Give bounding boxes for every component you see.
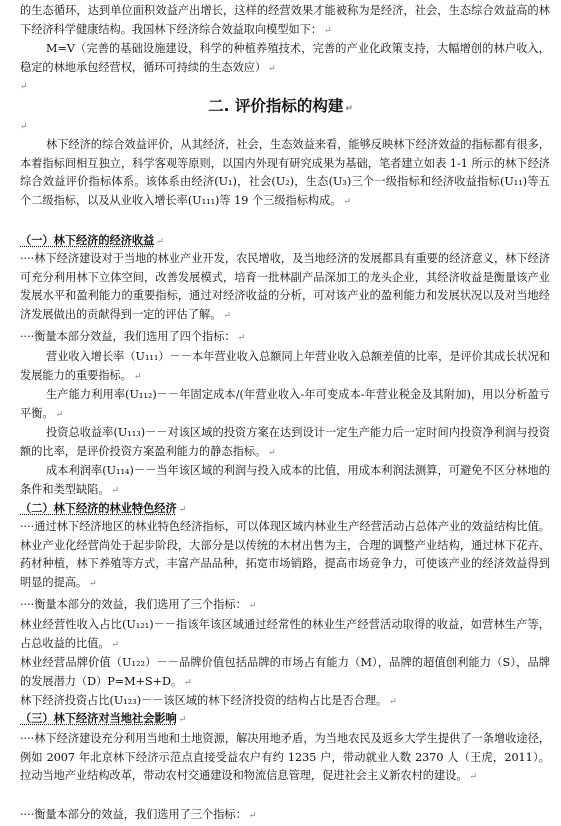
paragraph-three-indicators-social: ····衡量本部分的效益，我们选用了三个指标： ↵ (20, 808, 257, 821)
return-mark-icon: ↵ (111, 639, 120, 650)
indicator-cost-profit-ratio: 成本利润率(U₁₁₄)－－当年该区域的利润与投入成本的比值，用成本利润法测算，可避免不区分林地的条件和类型缺陷。 ↵ (20, 464, 550, 496)
return-mark-icon: ↵ (20, 122, 28, 132)
return-mark-icon: ↵ (469, 772, 478, 783)
paragraph-evaluation-overview: 林下经济的综合效益评价，从其经济，社会，生态效益来看，能够反映林下经济效益的指标都有很多，本着指标间相互独立，科学客观等原则，以国内外现有研究成果为基础，笔者建立如表 1-1 所示的林下经济综合效益评价指标体系。该体系由经济(U₁)，社会(U₂)，生态(U₃)三个一级指标和经济收益指标(U₁₁)等五个二级指标，以及从业收入增长率(U₁₁₁)等 19 个三级指标构成。 ↵ (20, 138, 550, 207)
indicator-operating-income-share: 林业经营性收入占比(U₁₂₁)－－指该年该区域通过经常性的林业生产经营活动取得的收益，如营林生产等，占总收益的比值。 ↵ (20, 618, 550, 650)
return-mark-icon: ↵ (178, 505, 187, 515)
return-mark-icon: ↵ (389, 697, 397, 707)
paragraph-model-formula: M=V（完善的基础设施建设，科学的种植养殖技术，完善的产业化政策支持，大幅增创的林户收入，稳定的林地承包经营权，循环可持续的生态效应） ↵ (20, 42, 550, 74)
return-mark-icon: ↵ (89, 578, 97, 589)
paragraph-intro-continued: 的生态循环，达到单位面积效益产出增长，这样的经营效果才能被称为是经济，社会，生态综合效益高的林下经济科学健康结构。我国林下经济综合效益取向模型如下： ↵ (20, 4, 550, 36)
return-mark-icon: ↵ (237, 333, 246, 343)
return-mark-icon: ↵ (133, 371, 142, 382)
paragraph-four-indicators: ····衡量本部分效益，我们选用了四个指标： ↵ (20, 330, 246, 343)
return-mark-icon: ↵ (55, 409, 64, 420)
indicator-investment-share: 林下经济投资占比(U₁₂₃)－－该区域的林下经济投资的结构占比是否合理。 ↵ (20, 694, 397, 707)
paragraph-economic-benefit: ····林下经济建设对于当地的林业产业开发，农民增收，及当地经济的发展都具有重要的经济意义，林下经济可充分利用林下立体空间，改善发展模式，培育一批林副产品深加工的龙头企业，其经济收益是衡量该产业发展水平和盈利能力的重要指标，通过对经济收益的分析，可对该产业的盈利能力和发展状况以及对当地经济发展做出的贡献得到一定的评估了解。 ↵ (20, 252, 550, 321)
return-mark-icon: ↵ (20, 82, 28, 92)
return-mark-icon: ↵ (343, 196, 352, 207)
subheading-forestry-feature: （二）林下经济的林业特色经济 ↵ (20, 502, 187, 515)
return-mark-icon: ↵ (111, 485, 120, 496)
return-mark-icon: ↵ (223, 310, 231, 321)
return-mark-icon: ↵ (268, 63, 276, 74)
indicator-investment-return: 投资总收益率(U₁₁₃)－－对该区域的投资方案在达到设计一定生产能力后一定时间内投资净利润与投资额的比率，是评价投资方案盈利能力的静态指标。 ↵ (20, 426, 550, 458)
subheading-social-impact: （三）林下经济对当地社会影响 ↵ (20, 712, 187, 725)
paragraph-three-indicators: ····衡量本部分的效益，我们选用了三个指标： ↵ (20, 598, 257, 611)
indicator-brand-value: 林业经营品牌价值（U₁₂₂）－－品牌价值包括品牌的市场占有能力（M），品牌的超值创利能力（S），品牌的发展潜力（D）P=M+S+D。 ↵ (20, 656, 550, 688)
indicator-revenue-growth: 营业收入增长率（U₁₁₁）－－本年营业收入总额同上年营业收入总额差值的比率，是评价其成长状况和发展能力的重要指标。 ↵ (20, 350, 550, 382)
return-mark-icon: ↵ (248, 601, 257, 611)
section-heading: 二. 评价指标的构建 ↵ (208, 97, 353, 115)
return-mark-icon: ↵ (345, 104, 353, 114)
return-mark-icon: ↵ (268, 447, 276, 458)
indicator-capacity-utilization: 生产能力利用率(U₁₁₂)－－年固定成本/(年营业收入-年可变成本-年营业税金及其附加)，用以分析盈亏平衡。 ↵ (20, 388, 550, 420)
return-mark-icon: ↵ (178, 715, 187, 725)
paragraph-social-impact: ····林下经济建设充分利用当地和土地资源，解决用地矛盾，为当地农民及返乡大学生提供了一条增收途径，例如 2007 年北京林下经济示范点直接受益农户有约 1235 户，带动就业人数 2370 人（王虎，2011）。拉动当地产业结构改革，带动农村交通建设和物流信息管理，促进社会主义新农村的建设。 ↵ (20, 732, 550, 783)
paragraph-forestry-feature: ····通过林下经济地区的林业特色经济指标，可以体现区域内林业生产经营活动占总体产业的效益结构比值。林业产业化经营尚处于起步阶段，大部分是以传统的木材出售为主，合理的调整产业结构，通过林下花卉、药材种植，林下养殖等方式，丰富产品品种，拓宽市场销路，提高市场竞争力，可使该产业的经济效益得到明显的提高。 ↵ (20, 520, 550, 589)
return-mark-icon: ↵ (248, 811, 257, 821)
return-mark-icon: ↵ (184, 677, 192, 688)
subheading-economic-benefit: （一）林下经济的经济收益 ↵ (20, 234, 164, 247)
return-mark-icon: ↵ (156, 237, 164, 247)
return-mark-icon: ↵ (324, 25, 332, 36)
